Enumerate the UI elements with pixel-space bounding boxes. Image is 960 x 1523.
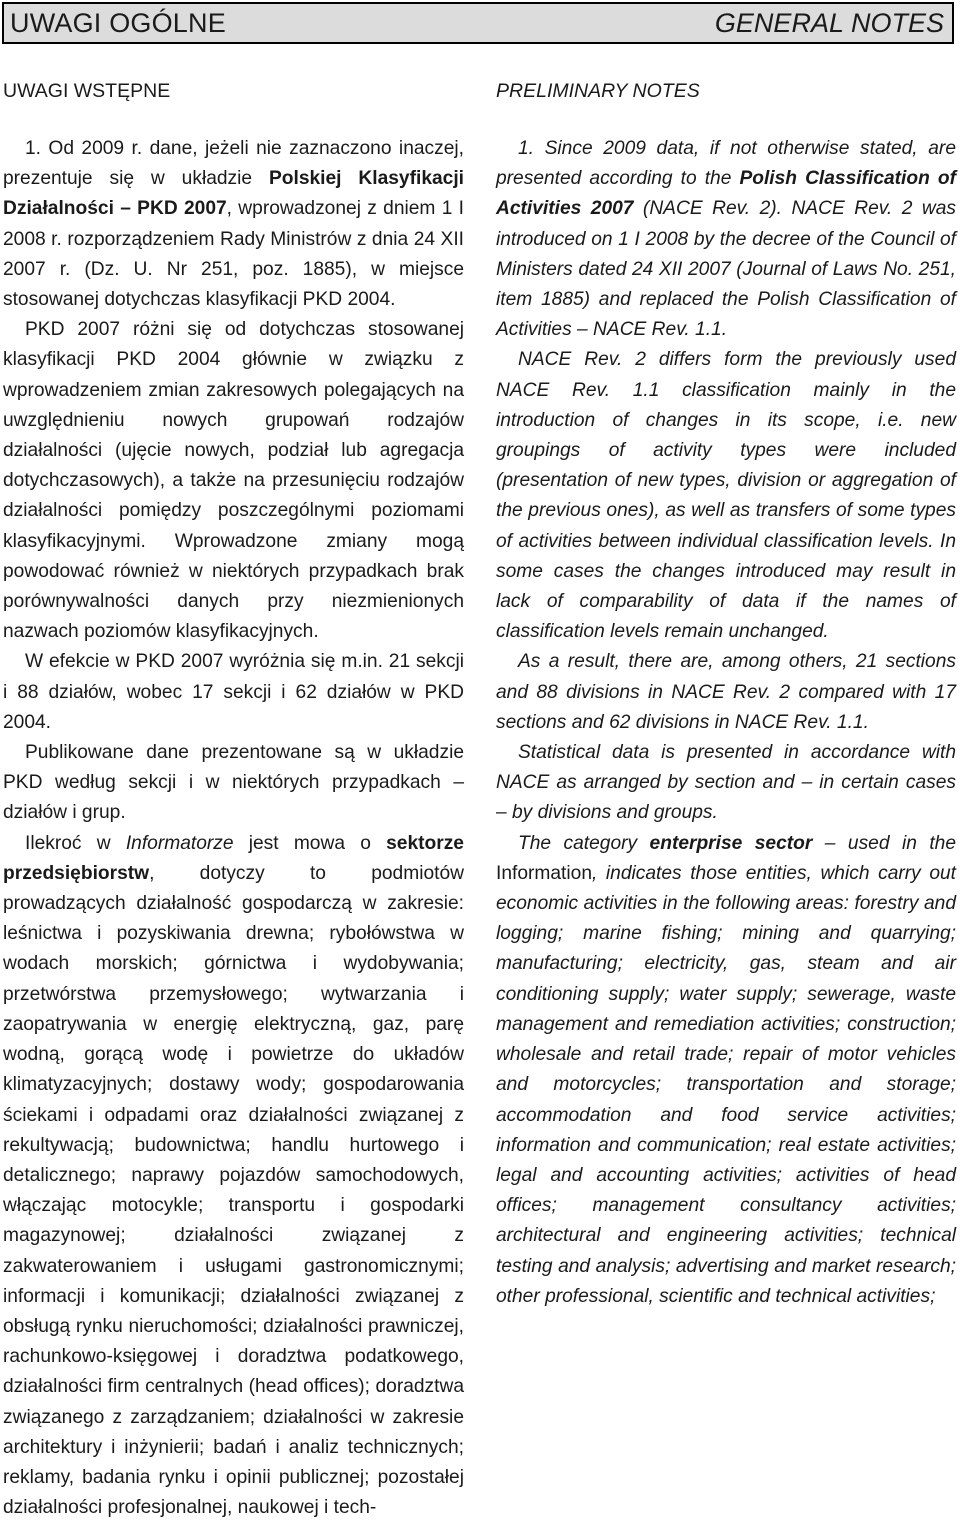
polish-classification-name: Polish Classification of Activities 2007 <box>496 168 956 220</box>
paragraph-5-pl-text-c: jest mowa o <box>233 832 387 854</box>
section-title-en: GENERAL NOTES <box>714 8 944 38</box>
paragraph-1-pl-text-c: , wprowadzonej z dniem 1 I 2008 r. rozporządzeniem Rady Ministrów z dnia 24 XII 2007 r. (Dz. U. Nr 251, poz. 1885), w miejsce stosowanej dotychczas klasyfikacji PKD 2004. <box>3 198 465 311</box>
informator-title: Informatorze <box>125 832 234 854</box>
english-column <box>496 76 956 1312</box>
paragraph-5-en-text-e: , indicates those entities, which carry out economic activities in the following areas: forestry and logging; marine fishing; mining and quarrying; manufacturing; electricity, gas, steam and air conditioning supply; water supply; sewerage, waste management and remediation activities; construction; wholesale and retail trade; repair of motor vehicles and motorcycles; transportation and storage; accommodation and food service activities; information and communication; real estate activities; legal and accounting activities; activities of head offices; management consultancy activities; architectural and engineering activities; technical testing and analysis; advertising and market research; other professional, scientific and technical activities; <box>496 862 956 1307</box>
paragraph-3-pl: W efekcie w PKD 2007 wyróżnia się m.in. 21 sekcji i 88 działów, wobec 17 sekcji i 62 działów w PKD 2004. <box>3 651 464 733</box>
enterprise-sector-term-pl: sektorze przedsiębiorstw <box>3 832 464 884</box>
section-title-pl: UWAGI OGÓLNE <box>10 8 226 38</box>
paragraph-1-en-text-a: 1. Since 2009 data, if not otherwise stated, are presented according to the <box>496 138 956 190</box>
information-title: Information <box>496 862 592 884</box>
paragraph-1-pl-text-a: 1. Od 2009 r. dane, jeżeli nie zaznaczono inaczej, prezentuje się w układzie <box>3 138 464 190</box>
paragraph-5-en-text-c: – used in the <box>812 832 956 854</box>
paragraph-5-pl-text-a: Ilekroć w <box>25 832 126 854</box>
paragraph-1-en-text-c: (NACE Rev. 2). NACE Rev. 2 was introduced on 1 I 2008 by the decree of the Council of Ministers dated 24 XII 2007 (Journal of Laws No. 251, item 1885) and replaced the Polish Classification of Activities – NACE Rev. 1.1. <box>496 198 956 341</box>
preliminary-notes-heading-en: PRELIMINARY NOTES <box>496 80 700 102</box>
paragraph-3-en: As a result, there are, among others, 21 sections and 88 divisions in NACE Rev. 2 compared with 17 sections and 62 divisions in NACE Rev. 1.1. <box>496 651 956 733</box>
paragraph-2-pl: PKD 2007 różni się od dotychczas stosowanej klasyfikacji PKD 2004 głównie w związku z wprowadzeniem zmian zakresowych polegających na uwzględnieniu nowych grupowań rodzajów działalności (ujęcie nowych, podział lub agregacja dotychczasowych), a także na przesunięciu rodzajów działalności pomiędzy poszczególnymi poziomami klasyfikacyjnymi. Wprowadzone zmiany mogą powodować również w niektórych przypadkach brak porównywalności danych przy niezmienionych nazwach poziomów klasyfikacyjnych. <box>3 319 464 643</box>
paragraph-5-en <box>496 829 956 1312</box>
preliminary-notes-heading-pl: UWAGI WSTĘPNE <box>3 80 171 102</box>
paragraph-2-en: NACE Rev. 2 differs form the previously used NACE Rev. 1.1 classification mainly in the introduction of changes in its scope, i.e. new groupings of activity types were included (presentation of new types, division or aggregation of the previous ones), as well as transfers of some types of activities between individual classification levels. In some cases the changes introduced may result in lack of comparability of data if the names of classification levels remain unchanged. <box>496 349 956 643</box>
paragraph-1-pl <box>3 134 464 315</box>
paragraph-5-pl <box>3 829 464 1523</box>
paragraph-4-pl: Publikowane dane prezentowane są w układzie PKD według sekcji i w niektórych przypadkach – działów i grup. <box>3 742 464 824</box>
enterprise-sector-term-en: enterprise sector <box>649 832 813 854</box>
paragraph-4-en: Statistical data is presented in accordance with NACE as arranged by section and – in certain cases – by divisions and groups. <box>496 742 956 824</box>
polish-column <box>3 76 464 1523</box>
pkd-2007-name: Polskiej Klasyfikacji Działalności – PKD 2007 <box>3 168 465 220</box>
section-header-bar <box>2 2 954 44</box>
paragraph-5-pl-text-e: , dotyczy to podmiotów prowadzących działalność gospodarczą w zakresie: leśnictwa i pozyskiwania drewna; rybołówstwa w wodach morskich; górnictwa i wydobywania; przetwórstwa przemysłowego; wytwarzania i zaopatrywania w energię elektryczną, gaz, parę wodną, gorącą wodę i powietrze do układów klimatyzacyjnych; dostawy wody; gospodarowania ściekami i odpadami oraz działalności związanej z rekultywacją; budownictwa; handlu hurtowego i detalicznego; naprawy pojazdów samochodowych, włączając motocykle; transportu i gospodarki magazynowej; działalności związanej z zakwaterowaniem i usługami gastronomicznymi; informacji i komunikacji; działalności związanej z obsługą rynku nieruchomości; działalności prawniczej, rachunkowo-księgowej i doradztwa podatkowego, działalności firm centralnych (head offices); doradztwa związanego z zarządzaniem; działalności w zakresie architektury i inżynierii; badań i analiz technicznych; reklamy, badania rynku i opinii publicznej; pozostałej działalności profesjonalnej, naukowej i tech- <box>3 862 464 1519</box>
paragraph-5-en-text-a: The category <box>518 832 650 854</box>
paragraph-1-en <box>496 134 956 345</box>
